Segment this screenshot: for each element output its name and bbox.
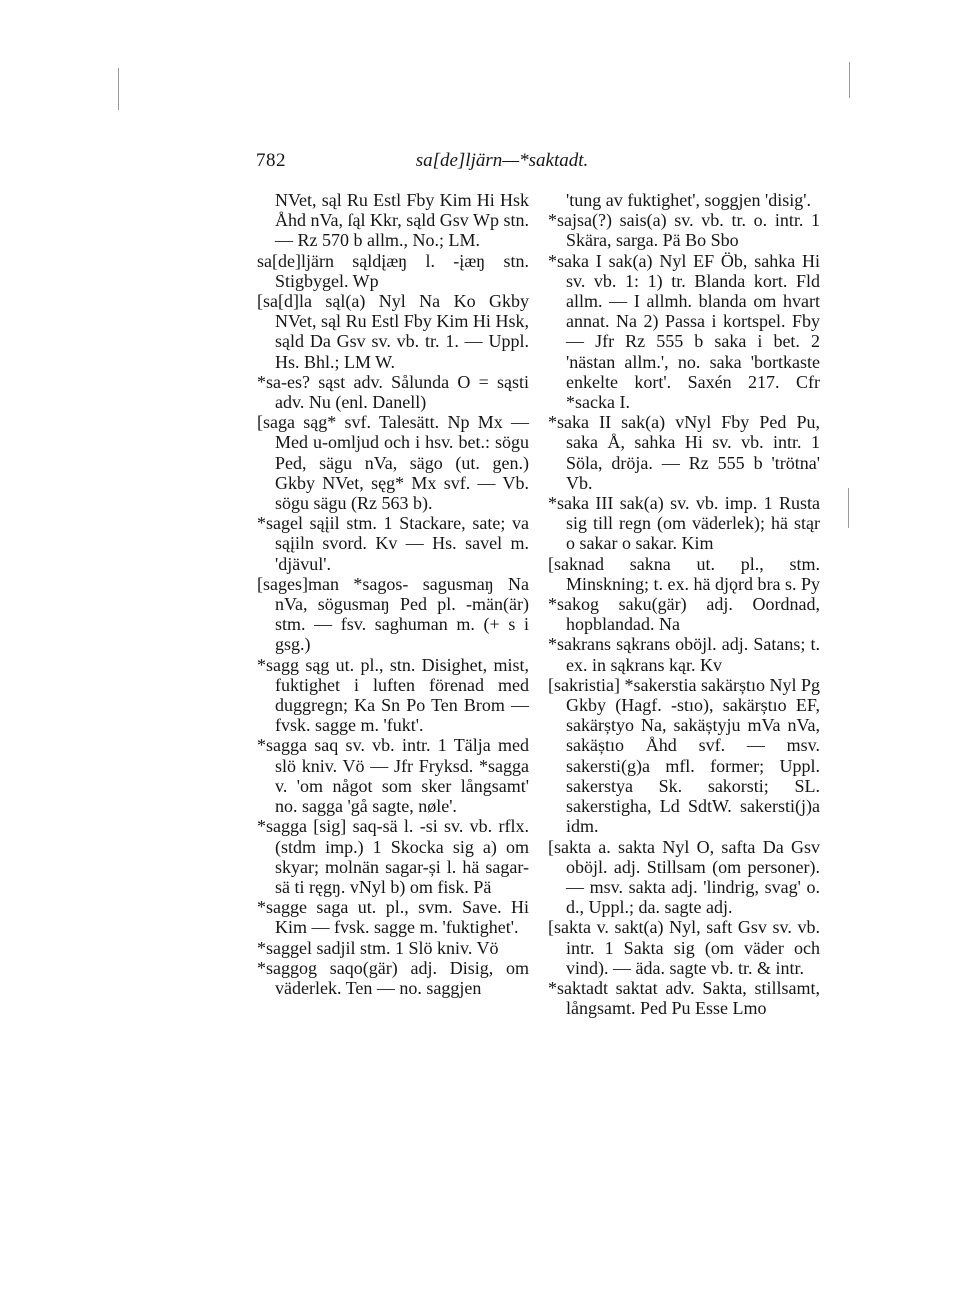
dictionary-entry: 'tung av fuktighet', soggjen 'disig'. [566,190,811,210]
dictionary-entry: [sakristia] *sakerstia sakärștıo Nyl Pg Gkby (Hagf. -stıo), sakärștıo EF, sakärștyo Na, sakäștyju mVa nVa, sakäștıo Åhd svf. — msv. sakersti(g)a mfl. former; Uppl. sakerstya Sk. sakorsti; SL. sakerstigha, Ld SdtW. sakersti(j)a idm. [548,674,820,837]
dictionary-entry: *sagge saga ut. pl., svm. Save. Hi Kim — fvsk. sagge m. 'fuktighet'. [257,897,529,938]
dictionary-entry: *sajsa(?) sais(a) sv. vb. tr. o. intr. 1 Skära, sarga. Pä Bo Sbo [548,210,820,251]
page-number: 782 [256,150,286,171]
dictionary-entry: *sagg sąg ut. pl., stn. Disighet, mist, fuktighet i luften förenad med duggregn; Ka Sn Po Ten Brom — fvsk. sagge m. 'fukt'. [257,654,529,736]
dictionary-entry: [sakta a. sakta Nyl O, safta Da Gsv oböjl. adj. Stillsam (om personer). — msv. sakta adj. 'lindrig, svag' o. d., Uppl.; da. sagte adj. [548,836,820,918]
margin-mark-right [849,62,850,98]
dictionary-entry: *saggel sadjil stm. 1 Slö kniv. Vö [257,937,499,958]
dictionary-entry: NVet, sąl Ru Estl Fby Kim Hi Hsk Åhd nVa, ſąl Kkr, sąld Gsv Wp stn. — Rz 570 b allm., No.; LM. [275,190,529,251]
right-column [548,190,820,1018]
left-column [257,190,529,998]
dictionary-entry: sa[de]ljärn sąldįæŋ l. -įæŋ stn. Stigbygel. Wp [257,250,529,291]
dictionary-entry: *sagga saq sv. vb. intr. 1 Tälja med slö kniv. Vö — Jfr Fryksd. *sagga v. 'om något som sker långsamt' no. sagga 'gå sagte, nøle'. [257,735,529,817]
running-head [0,150,964,172]
dictionary-entry: [sa[d]la sąl(a) Nyl Na Ko Gkby NVet, sąl Ru Estl Fby Kim Hi Hsk, sąld Da Gsv sv. vb. tr. 1. — Uppl. Hs. Bhl.; LM W. [257,291,529,372]
dictionary-entry: [saga sąg* svf. Talesätt. Np Mx — Med u-omljud och i hsv. bet.: sögu Ped, sägu nVa, sägo (ut. gen.) Gkby NVet, sęg* Mx svf. — Vb. sögu sägu (Rz 563 b). [257,412,529,514]
dictionary-entry: *saktadt saktat adv. Sakta, stillsamt, långsamt. Ped Pu Esse Lmo [548,977,820,1019]
dictionary-entry: *saka III sak(a) sv. vb. imp. 1 Rusta sig till regn (om väderlek); hä stąr o sakar o sakar. Kim [548,493,820,554]
dictionary-entry: [saknad sakna ut. pl., stm. Minskning; t. ex. hä djǫrd bra s. Py [548,553,820,594]
dictionary-entry: *saka II sak(a) vNyl Fby Ped Pu, saka Å, sahka Hi sv. vb. intr. 1 Söla, dröja. — Rz 555 b 'trötna' Vb. [548,412,820,493]
dictionary-entry: *saggog saqo(gär) adj. Disig, om väderlek. Ten — no. saggjen [257,957,529,998]
dictionary-entry: [sakta v. sakt(a) Nyl, saft Gsv sv. vb. intr. 1 Sakta sig (om väder och vind). — äda. sagte vb. tr. & intr. [548,917,820,978]
dictionary-entry: [sages]man *sagos- sagusmaŋ Na nVa, sögusmaŋ Ped pl. -män(är) stm. — fsv. saghuman m. (+ s i gsg.) [257,573,529,655]
margin-mark-column [848,488,849,528]
dictionary-entry: *sakrans sąkrans oböjl. adj. Satans; t. ex. in sąkrans kąr. Kv [548,634,820,675]
dictionary-entry: *saka I sak(a) Nyl EF Öb, sahka Hi sv. vb. 1: 1) tr. Blanda kort. Fld allm. — I allmh. blanda om hvart annat. Na 2) Passa i kortspel. Fby — Jfr Rz 555 b saka i bet. 2 'nästan allm.', no. saka 'bortkaste enkelte kort'. Saxén 217. Cfr *sacka I. [548,250,820,413]
dictionary-entry: *sa-es? sąst adv. Sålunda O = sąsti adv. Nu (enl. Danell) [257,371,529,413]
dictionary-entry: *sagel sąįil stm. 1 Stackare, sate; va sąįiln svord. Kv — Hs. savel m. 'djävul'. [257,513,529,574]
margin-mark-left [118,68,119,110]
dictionary-entry: *sagga [sig] saq-sä l. -si sv. vb. rflx. (stdm imp.) 1 Skocka sig a) om skyar; molnän sagar-și l. hä sagar-sä ti ręgŋ. vNyl b) om fisk. Pä [257,816,529,897]
dictionary-entry: *sakog saku(gär) adj. Oordnad, hopblandad. Na [548,594,820,635]
running-head-text: sa[de]ljärn—*saktadt. [415,150,589,171]
